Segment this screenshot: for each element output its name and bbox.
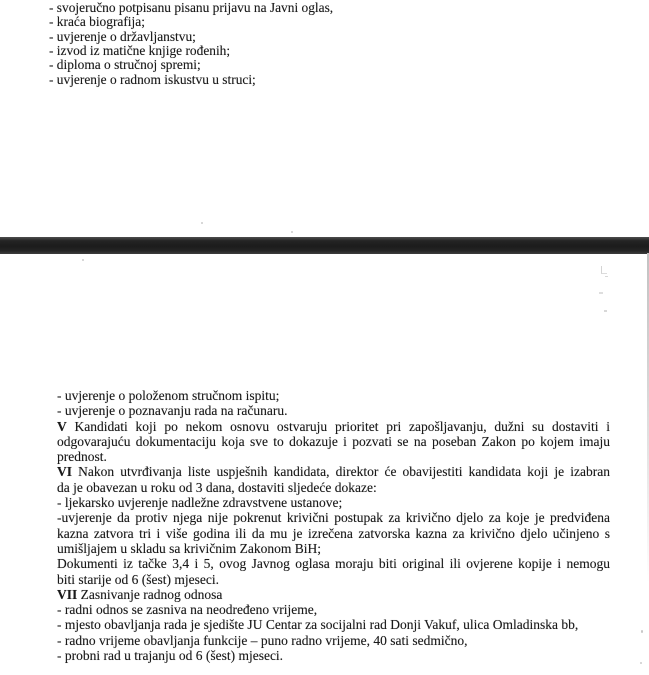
text-line	[57, 510, 610, 525]
text-line	[57, 556, 610, 571]
section-number: VI	[57, 464, 73, 480]
line-text: umišljajem u skladu sa krivičnim Zakonom BiH;	[57, 540, 321, 556]
page-top-fragment	[49, 1, 609, 87]
line-text: Dokumenti iz tačke 3,4 i 5, ovog Javnog oglasa moraju biti original ili ovjerene kopije i nemogu	[57, 556, 610, 572]
list-item-line: - uvjerenje o radnom iskustvu u struci;	[49, 71, 256, 87]
line-text: kazna zatvora tri i više godina ili da mu je izrečena zatvorska kazna za krivično djelo učinjeno s	[57, 525, 610, 541]
text-line	[57, 403, 610, 418]
line-text: - uvjerenje o položenom stručnom ispitu;	[57, 388, 280, 403]
text-line	[57, 388, 610, 403]
line-text: prednost.	[57, 449, 107, 465]
line-text: - probni rad u trajanju od 6 (šest) mjeseci.	[57, 648, 284, 664]
bleedthrough-marks	[597, 264, 615, 316]
text-line	[57, 480, 610, 495]
text-line	[57, 587, 610, 602]
line-text: Nakon utvrđivanja liste uspješnih kandidata, direktor će obavijestiti kandidata koji je izabran	[72, 464, 610, 480]
line-text: da je obavezan u roku od 3 dana, dostaviti sljedeće dokaze:	[57, 479, 377, 495]
text-line	[57, 495, 610, 510]
text-line	[57, 648, 610, 663]
list-item-line: - uvjerenje o državljanstvu;	[49, 28, 196, 44]
scan-speck	[82, 259, 84, 261]
section-number: VII	[57, 586, 78, 602]
page-bottom-fragment	[57, 388, 610, 663]
text-line	[57, 464, 610, 479]
text-line	[57, 572, 610, 587]
line-text: Zasnivanje radnog odnosa	[77, 586, 223, 602]
text-line	[57, 602, 610, 617]
list-item-line: - svojeručno potpisanu pisanu prijavu na Javni oglas,	[49, 0, 334, 15]
list-item-line: - izvod iz matične knjige rođenih;	[49, 43, 231, 59]
text-line	[57, 434, 610, 449]
line-text: - ljekarsko uvjerenje nadležne zdravstvene ustanove;	[57, 495, 343, 511]
line-text: - radni odnos se zasniva na neodređeno vrijeme,	[57, 602, 318, 618]
list-item-line: - kraća biografija;	[49, 14, 145, 30]
line-text: Kandidati koji po nekom osnovu ostvaruju prioritet pri zapošljavanju, dužni su dostaviti i	[66, 418, 610, 434]
text-line	[57, 419, 610, 434]
scan-speck	[641, 630, 643, 633]
text-line	[57, 541, 610, 556]
page-separator-band	[0, 237, 649, 254]
line-text: - uvjerenje o poznavanju rada na računaru.	[57, 403, 288, 419]
scan-speck	[291, 231, 293, 233]
text-line	[57, 449, 610, 464]
text-line	[57, 617, 610, 632]
scan-speck	[640, 662, 642, 664]
list-item-line: - diploma o stručnoj spremi;	[49, 57, 201, 73]
text-line	[57, 633, 610, 648]
section-number: V	[57, 418, 67, 434]
line-text: biti starije od 6 (šest) mjeseci.	[57, 571, 219, 587]
line-text: odgovarajuću dokumentaciju koja sve to dokazuje i pozvati se na poseban Zakon po kojem imaju	[57, 433, 610, 449]
scan-speck	[201, 222, 203, 224]
text-line	[57, 526, 610, 541]
line-text: - radno vrijeme obavljanja funkcije – puno radno vrijeme, 40 sati sedmično,	[57, 632, 468, 648]
line-text: - mjesto obavljanja rada je sjedište JU Centar za socijalni rad Donji Vakuf, ulica Omladinska bb,	[57, 617, 579, 633]
line-text: -uvjerenje da protiv njega nije pokrenut krivični postupak za krivično djelo za koje je predviđena	[57, 510, 610, 526]
